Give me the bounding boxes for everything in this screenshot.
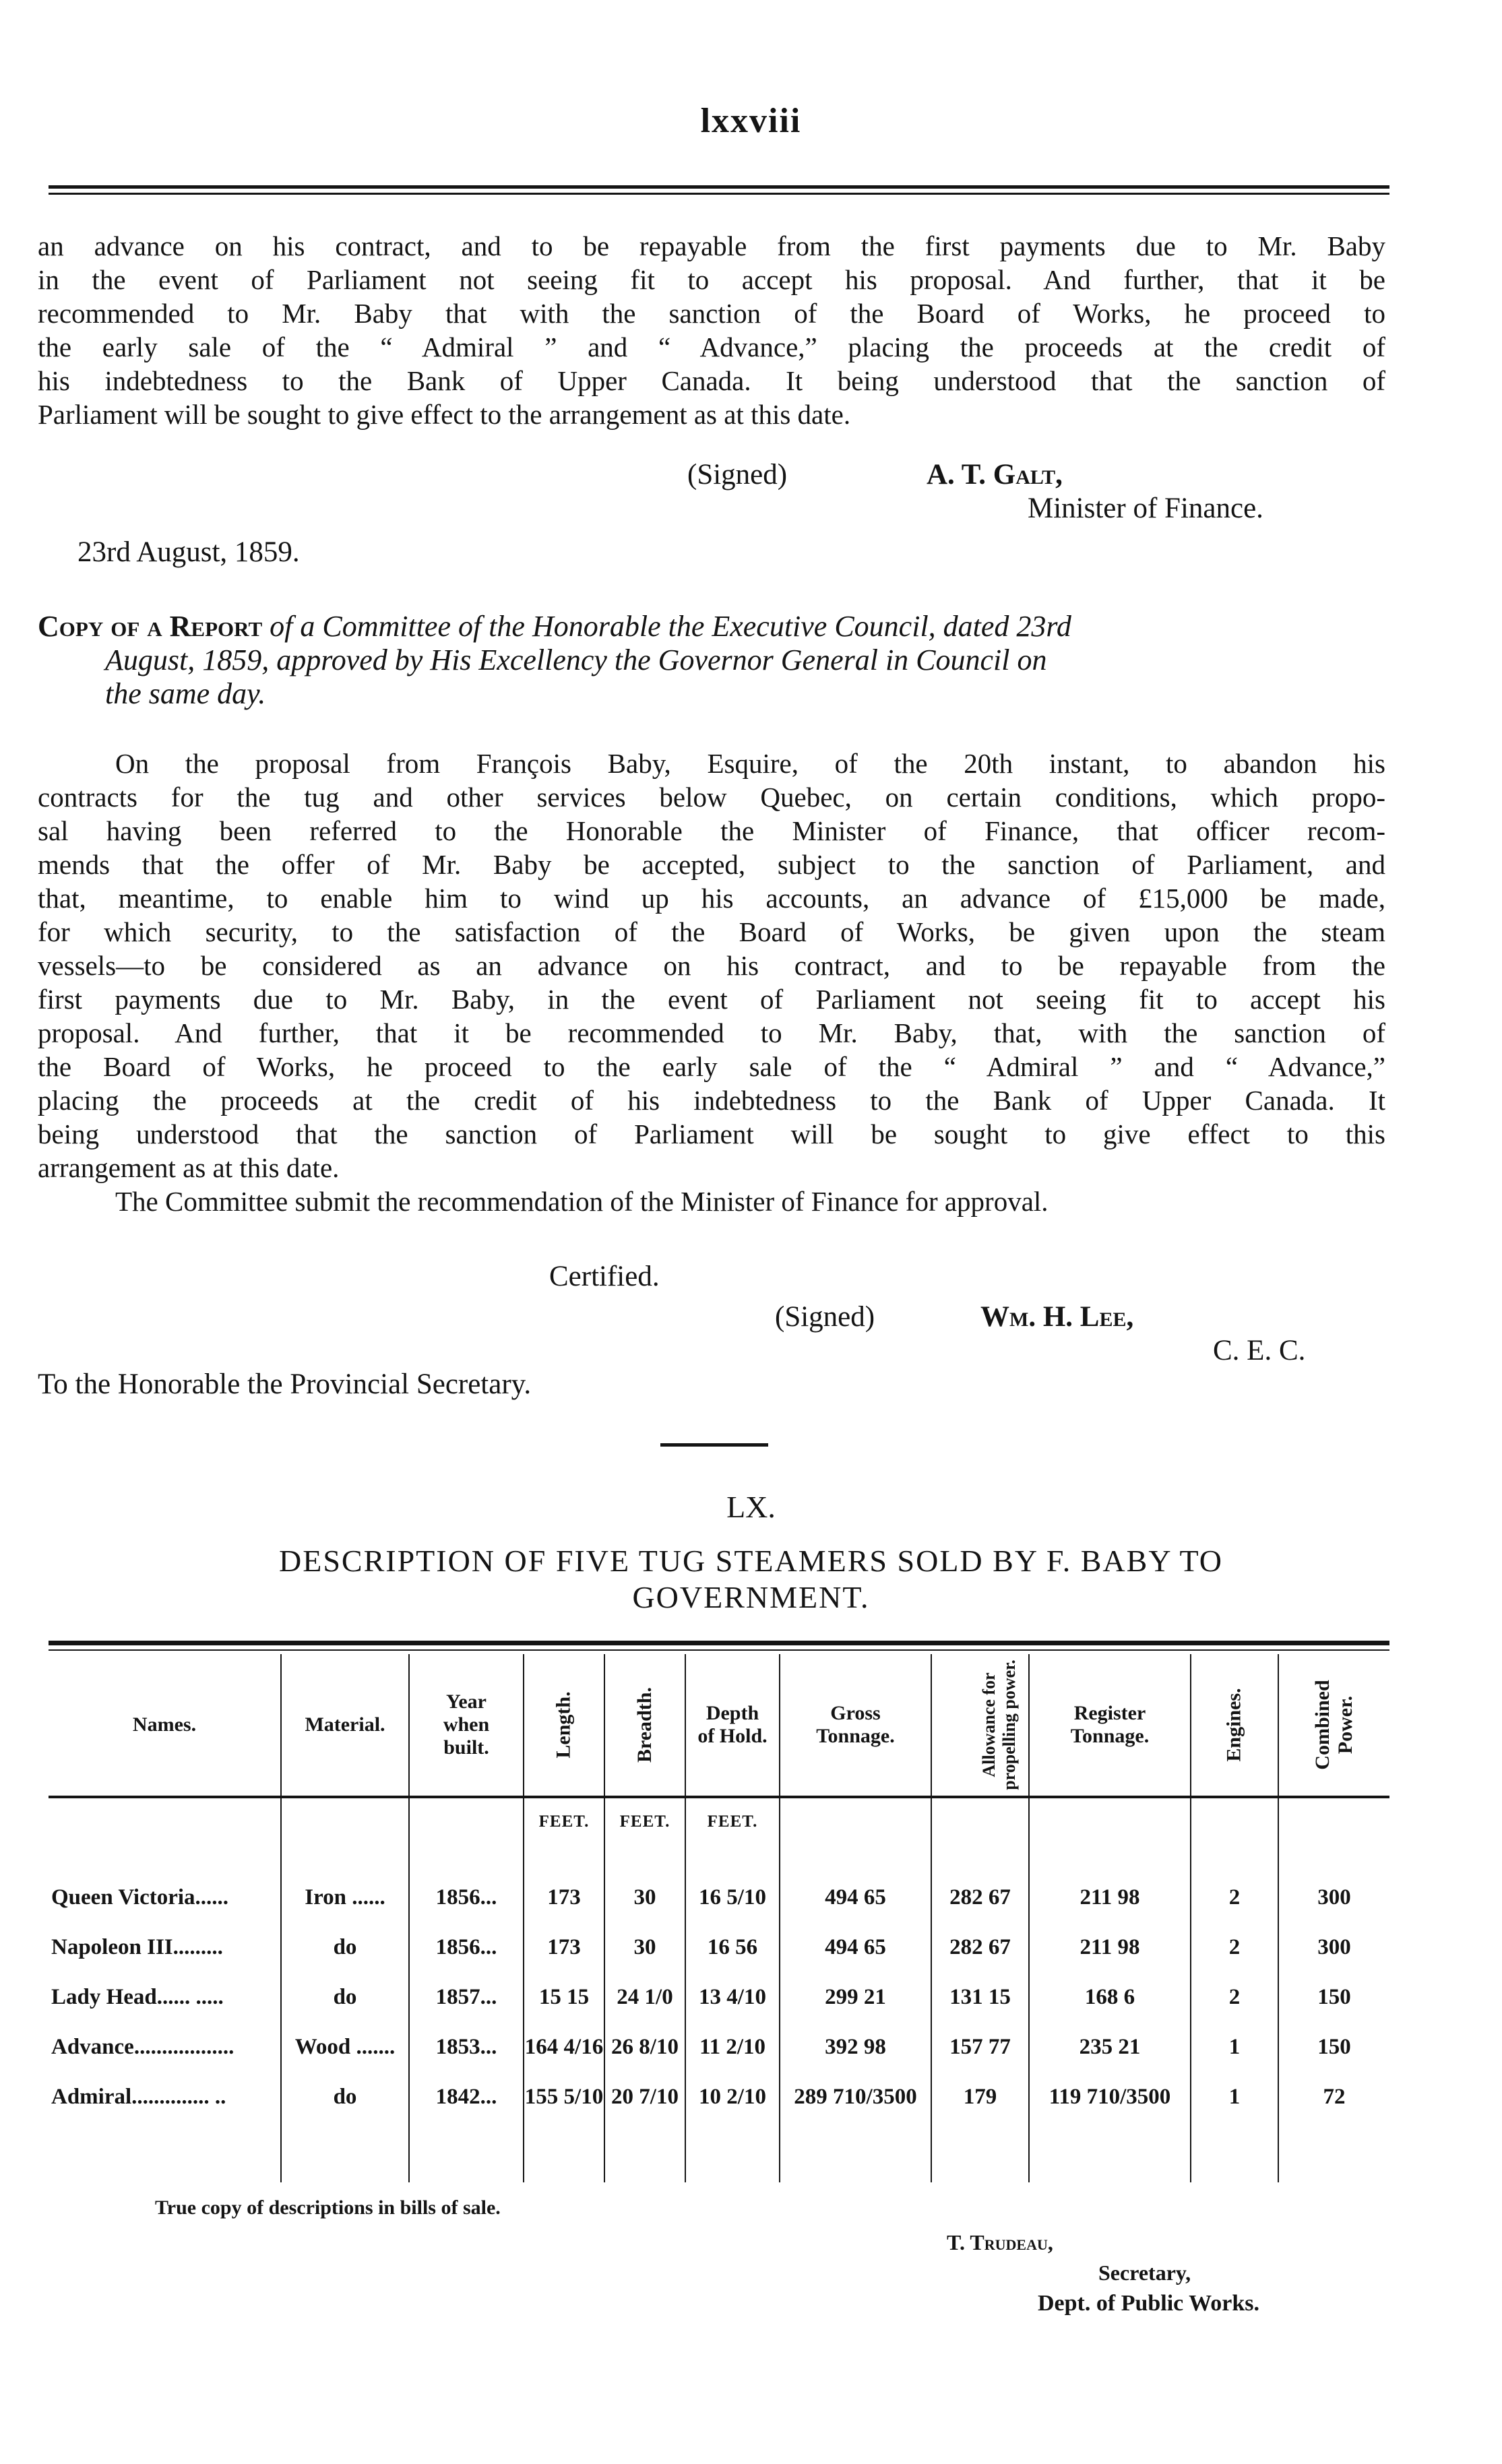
cell-name: Lady Head...... ..... (51, 1984, 224, 2009)
table-row (49, 1872, 1389, 1922)
report-signer-title: C. E. C. (1213, 1335, 1306, 1366)
header-allowance: Allowance for propelling power. (931, 1654, 1029, 1797)
letter-paragraph (38, 229, 1385, 431)
header-names: Names. (49, 1654, 281, 1797)
cell-year: 1856... (409, 1872, 524, 1922)
section-divider (660, 1443, 768, 1447)
cell-power: 150 (1278, 2022, 1389, 2072)
header-breadth: Breadth. (604, 1654, 685, 1797)
unit-cell (409, 1797, 524, 1845)
table-top-rule (49, 1641, 1389, 1645)
cell-allowance: 157 77 (931, 2022, 1029, 2072)
report-line: On the proposal from François Baby, Esquire, of the 20th instant, to abandon his (115, 748, 1385, 779)
cell-gross: 494 65 (780, 1872, 931, 1922)
cell-depth: 13 4/10 (685, 1972, 780, 2022)
report-line: mends that the offer of Mr. Baby be accepted, subject to the sanction of Parliament, and (38, 849, 1385, 880)
report-line: the Board of Works, he proceed to the early sale of the “ Admiral ” and “ Advance,” (38, 1051, 1385, 1082)
cell-gross: 289 710/3500 (780, 2072, 931, 2122)
letter-line: Parliament will be sought to give effect to the arrangement as at this date. (38, 399, 851, 430)
table-row (49, 2022, 1389, 2072)
header-depth: Depth of Hold. (685, 1654, 780, 1797)
report-signed: (Signed) (775, 1301, 875, 1333)
letter-signer: A. T. Galt, (927, 459, 1063, 491)
cell-gross: 299 21 (780, 1972, 931, 2022)
cell-material: do (281, 1922, 409, 1972)
unit-cell (780, 1797, 931, 1845)
cell-engines: 2 (1191, 1872, 1278, 1922)
header-rule-top (49, 185, 1389, 189)
table-header-row (49, 1654, 1389, 1797)
spacer-row (49, 1845, 1389, 1872)
page-number: lxxviii (700, 102, 802, 140)
section-title-line-2: GOVERNMENT. (632, 1580, 870, 1614)
report-line: arrangement as at this date. (38, 1152, 340, 1183)
unit-cell (931, 1797, 1029, 1845)
header-year: Year when built. (409, 1654, 524, 1797)
unit-cell: FEET. (685, 1797, 780, 1845)
letter-signed: (Signed) (687, 459, 788, 491)
unit-cell (1191, 1797, 1278, 1845)
cell-power: 72 (1278, 2072, 1389, 2122)
report-line: sal having been referred to the Honorable the Minister of Finance, that officer recom- (38, 815, 1385, 846)
cell-breadth: 24 1/0 (604, 1972, 685, 2022)
report-line: being understood that the sanction of Parliament will be sought to give effect to this (38, 1118, 1385, 1149)
letter-line: his indebtedness to the Bank of Upper Canada. It being understood that the sanction of (38, 365, 1385, 396)
cell-material: Iron ...... (281, 1872, 409, 1922)
footer-signer: T. Trudeau, (947, 2230, 1053, 2254)
report-line: for which security, to the satisfaction of the Board of Works, be given upon the steam (38, 916, 1385, 947)
tug-steamers-table (49, 1654, 1389, 2182)
cell-breadth: 26 8/10 (604, 2022, 685, 2072)
cell-length: 173 (524, 1872, 604, 1922)
unit-cell (1278, 1797, 1389, 1845)
cell-power: 300 (1278, 1872, 1389, 1922)
header-power: Combined Power. (1278, 1654, 1389, 1797)
header-gross: Gross Tonnage. (780, 1654, 931, 1797)
header-material: Material. (281, 1654, 409, 1797)
unit-cell (281, 1797, 409, 1845)
table-row (49, 2072, 1389, 2122)
cell-breadth: 30 (604, 1872, 685, 1922)
header-register: Register Tonnage. (1029, 1654, 1191, 1797)
report-heading-line-1: of a Committee of the Honorable the Executive Council, dated 23rd (270, 610, 1071, 643)
cell-year: 1857... (409, 1972, 524, 2022)
letter-line: recommended to Mr. Baby that with the sanction of the Board of Works, he proceed to (38, 298, 1385, 329)
cell-length: 164 4/16 (524, 2022, 604, 2072)
report-paragraph (38, 747, 1385, 1218)
cell-length: 15 15 (524, 1972, 604, 2022)
cell-allowance: 179 (931, 2072, 1029, 2122)
cell-name: Advance.................. (51, 2034, 234, 2059)
section-number: LX. (726, 1490, 776, 1524)
letter-signer-title: Minister of Finance. (1028, 493, 1263, 524)
cell-depth: 11 2/10 (685, 2022, 780, 2072)
cell-length: 155 5/10 (524, 2072, 604, 2122)
cell-name: Napoleon III......... (51, 1934, 223, 1959)
report-line: vessels—to be considered as an advance on his contract, and to be repayable from the (38, 950, 1385, 981)
cell-engines: 2 (1191, 1972, 1278, 2022)
cell-year: 1842... (409, 2072, 524, 2122)
cell-register: 211 98 (1029, 1872, 1191, 1922)
report-addressee: To the Honorable the Provincial Secretary. (38, 1368, 532, 1400)
letter-line: the early sale of the “ Admiral ” and “ Advance,” placing the proceeds at the credit of (38, 331, 1385, 362)
cell-allowance: 282 67 (931, 1872, 1029, 1922)
footer-dept: Dept. of Public Works. (1038, 2291, 1260, 2316)
cell-register: 168 6 (1029, 1972, 1191, 2022)
cell-power: 300 (1278, 1922, 1389, 1972)
table-row (49, 1972, 1389, 2022)
cell-register: 235 21 (1029, 2022, 1191, 2072)
cell-power: 150 (1278, 1972, 1389, 2022)
report-heading-prefix: Copy of a Report (38, 610, 263, 643)
header-length: Length. (524, 1654, 604, 1797)
cell-depth: 16 56 (685, 1922, 780, 1972)
cell-allowance: 131 15 (931, 1972, 1029, 2022)
cell-allowance: 282 67 (931, 1922, 1029, 1972)
report-line: contracts for the tug and other services below Quebec, on certain conditions, which propo- (38, 782, 1385, 813)
cell-engines: 1 (1191, 2022, 1278, 2072)
cell-material: Wood ....... (281, 2022, 409, 2072)
unit-cell: FEET. (524, 1797, 604, 1845)
report-certified: Certified. (549, 1261, 660, 1292)
cell-breadth: 30 (604, 1922, 685, 1972)
report-heading (38, 610, 1385, 711)
cell-engines: 1 (1191, 2072, 1278, 2122)
cell-name: Queen Victoria...... (51, 1885, 229, 1909)
report-line: that, meantime, to enable him to wind up his accounts, an advance of £15,000 be made, (38, 883, 1385, 914)
cell-year: 1856... (409, 1922, 524, 1972)
section-title-line-1: DESCRIPTION OF FIVE TUG STEAMERS SOLD BY F. BABY TO (279, 1544, 1223, 1578)
cell-length: 173 (524, 1922, 604, 1972)
report-signer: Wm. H. Lee, (980, 1301, 1134, 1333)
unit-cell: FEET. (604, 1797, 685, 1845)
cell-gross: 494 65 (780, 1922, 931, 1972)
cell-material: do (281, 1972, 409, 2022)
letter-line: an advance on his contract, and to be repayable from the first payments due to Mr. Baby (38, 230, 1385, 261)
report-line: proposal. And further, that it be recommended to Mr. Baby, that, with the sanction of (38, 1017, 1385, 1048)
report-submit: The Committee submit the recommendation of the Minister of Finance for approval. (115, 1186, 1049, 1217)
table-top-rule-thin (49, 1649, 1389, 1651)
cell-material: do (281, 2072, 409, 2122)
cell-depth: 16 5/10 (685, 1872, 780, 1922)
units-row (49, 1797, 1389, 1845)
cell-register: 211 98 (1029, 1922, 1191, 1972)
unit-cell (1029, 1797, 1191, 1845)
report-heading-line-2: August, 1859, approved by His Excellency the Governor General in Council on (105, 643, 1047, 676)
table-row (49, 1922, 1389, 1972)
cell-name: Admiral.............. .. (51, 2084, 226, 2109)
spacer-row (49, 2122, 1389, 2182)
report-line: placing the proceeds at the credit of his indebtedness to the Bank of Upper Canada. It (38, 1085, 1385, 1116)
cell-breadth: 20 7/10 (604, 2072, 685, 2122)
report-heading-line-3: the same day. (105, 677, 266, 710)
unit-cell (49, 1797, 281, 1845)
header-rule-bottom (49, 193, 1389, 195)
letter-date: 23rd August, 1859. (77, 536, 300, 568)
letter-line: in the event of Parliament not seeing fit to accept his proposal. And further, that it be (38, 264, 1385, 295)
cell-gross: 392 98 (780, 2022, 931, 2072)
cell-depth: 10 2/10 (685, 2072, 780, 2122)
report-line: first payments due to Mr. Baby, in the event of Parliament not seeing fit to accept his (38, 984, 1385, 1015)
cell-register: 119 710/3500 (1029, 2072, 1191, 2122)
section-title (0, 1543, 1502, 1616)
footer-note: True copy of descriptions in bills of sale. (155, 2197, 501, 2219)
header-engines: Engines. (1191, 1654, 1278, 1797)
footer-signer-title: Secretary, (1098, 2261, 1191, 2285)
cell-engines: 2 (1191, 1922, 1278, 1972)
cell-year: 1853... (409, 2022, 524, 2072)
